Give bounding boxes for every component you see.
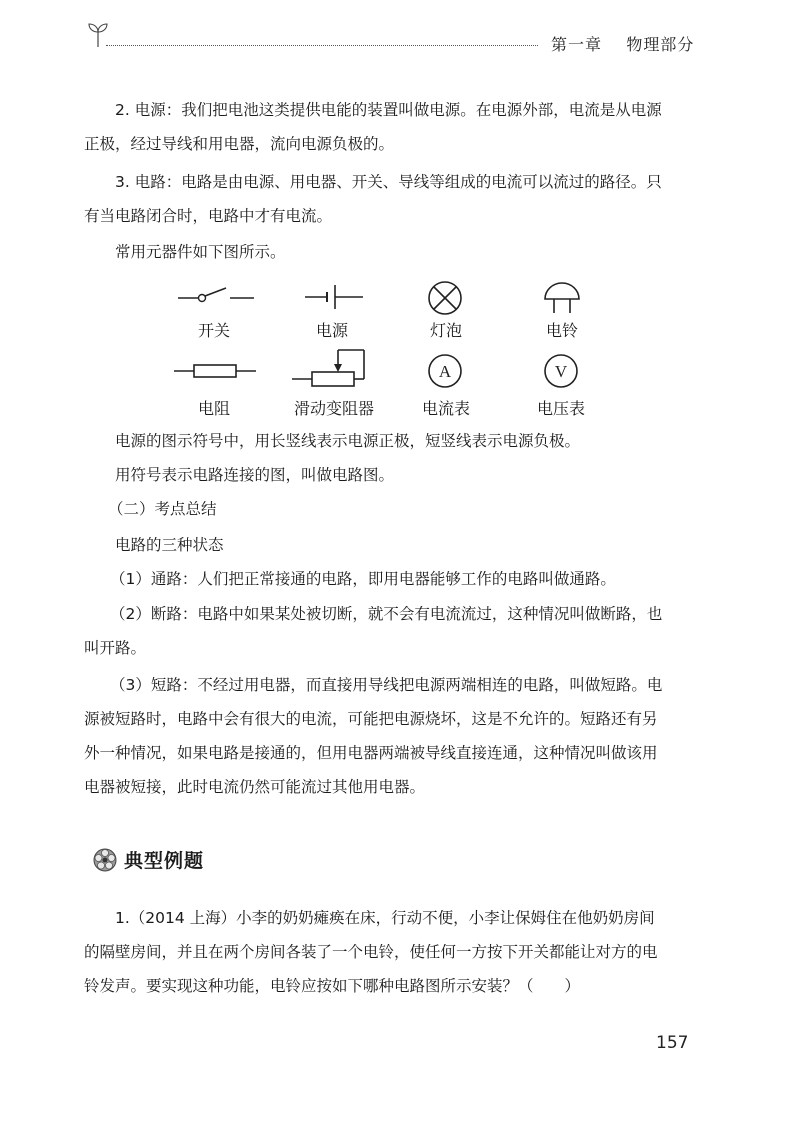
question1-line1: 1.（2014 上海）小李的奶奶瘫痪在床，行动不便，小李让保姆住在他奶奶房间 [115, 909, 655, 927]
state-short-line2: 源被短路时，电路中会有很大的电流，可能把电源烧坏，这是不允许的。短路还有另 [84, 710, 658, 728]
question1-line2: 的隔壁房间，并且在两个房间各装了一个电铃，使任何一方按下开关都能让对方的电 [84, 943, 658, 961]
running-header [551, 32, 694, 55]
chapter-label: 第一章 [551, 35, 603, 54]
state-broken-line1: （2）断路：电路中如果某处被切断，就不会有电流流过，这种情况叫做断路，也 [110, 605, 663, 623]
switch-symbol [178, 286, 254, 308]
voltmeter-label: 电压表 [536, 399, 585, 418]
common-components-intro: 常用元器件如下图所示。 [115, 243, 286, 261]
flower-icon [92, 847, 118, 873]
rheostat-label: 滑动变阻器 [293, 399, 374, 418]
state-short-line3: 外一种情况，如果电路是接通的，但用电器两端被导线直接连通，这种情况叫做该用 [84, 744, 658, 762]
bulb-label: 灯泡 [429, 321, 462, 340]
resistor-label: 电阻 [197, 399, 230, 418]
voltmeter-symbol [543, 353, 579, 389]
ammeter-label: 电流表 [421, 399, 470, 418]
examples-title: 典型例题 [124, 850, 205, 872]
para-circuit-line2: 有当电路闭合时，电路中才有电流。 [84, 207, 333, 225]
circuit-diagram-def: 用符号表示电路连接的图，叫做电路图。 [115, 466, 395, 484]
bulb-symbol [427, 280, 463, 316]
rheostat-symbol [292, 348, 374, 390]
switch-label: 开关 [197, 321, 230, 340]
state-broken-line2: 叫开路。 [84, 639, 147, 657]
para-circuit-line1: 3. 电路：电路是由电源、用电器、开关、导线等组成的电流可以流过的路径。只 [115, 173, 662, 191]
page-number: 157 [656, 1033, 689, 1053]
power-source-symbol [305, 284, 363, 310]
bell-symbol [542, 280, 582, 314]
header-rule [106, 45, 538, 46]
para-power-line1: 2. 电源：我们把电池这类提供电能的装置叫做电源。在电源外部，电流是从电源 [115, 101, 662, 119]
state-short-line1: （3）短路：不经过用电器，而直接用导线把电源两端相连的电路，叫做短路。电 [110, 676, 663, 694]
section-label: 物理部分 [626, 35, 695, 54]
summary-heading: （二）考点总结 [108, 500, 217, 518]
question1-line3: 铃发声。要实现这种功能，电铃应按如下哪种电路图所示安装？（ ） [84, 977, 581, 995]
voltmeter-letter: V [554, 362, 568, 381]
para-power-line2: 正极，经过导线和用电器，流向电源负极的。 [84, 135, 395, 153]
resistor-symbol [174, 362, 256, 380]
ammeter-symbol [427, 353, 463, 389]
source-label: 电源 [315, 321, 348, 340]
state-short-line4: 电器被短接，此时电流仍然可能流过其他用电器。 [84, 778, 426, 796]
bell-label: 电铃 [545, 321, 578, 340]
ammeter-letter: A [438, 362, 452, 381]
examples-heading [92, 846, 204, 873]
three-states-title: 电路的三种状态 [115, 536, 224, 554]
source-note: 电源的图示符号中，用长竖线表示电源正极，短竖线表示电源负极。 [115, 432, 581, 450]
state-open-circuit-normal: （1）通路：人们把正常接通的电路，即用电器能够工作的电路叫做通路。 [110, 570, 616, 588]
